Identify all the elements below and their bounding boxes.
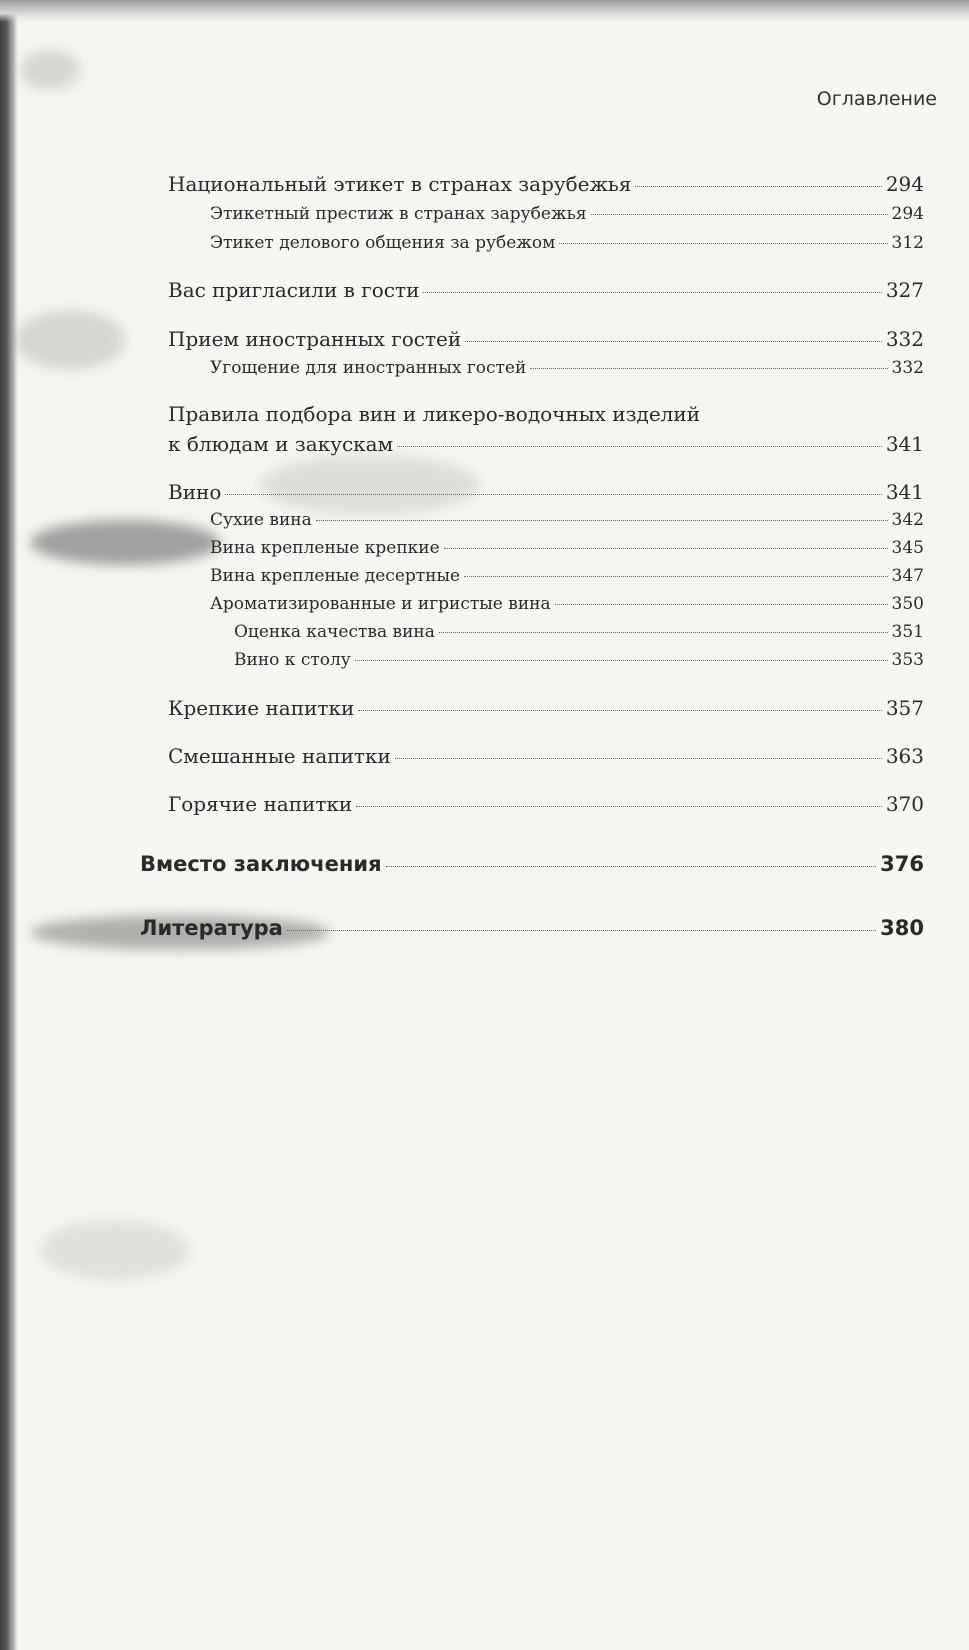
dot-leader (355, 660, 888, 661)
dot-leader (397, 446, 882, 447)
toc-entry[interactable] (140, 916, 924, 940)
toc-entry[interactable] (210, 204, 924, 224)
dot-leader (559, 243, 887, 244)
toc-entry-title: Литература (140, 916, 283, 940)
toc-entry[interactable] (234, 622, 924, 642)
dot-leader (635, 186, 881, 187)
dot-leader (465, 341, 882, 342)
toc-entry[interactable] (168, 696, 924, 720)
dot-leader (423, 292, 881, 293)
dot-leader (316, 520, 888, 521)
toc-entry-page: 363 (885, 744, 924, 768)
toc-entry-title: Этикет делового общения за рубежом (210, 233, 556, 253)
toc-entry-page: 350 (891, 594, 924, 614)
toc-entry[interactable] (168, 744, 924, 768)
toc-entry-page: 380 (880, 916, 924, 940)
dot-leader (386, 866, 877, 867)
dot-leader (464, 576, 887, 577)
toc-entry[interactable] (210, 538, 924, 558)
dot-leader (591, 214, 888, 215)
dot-leader (444, 548, 888, 549)
toc-entry-title: Вино к столу (234, 650, 351, 670)
toc-entry[interactable] (140, 852, 924, 876)
toc-entry-page: 370 (885, 792, 924, 816)
toc-entry-page: 353 (891, 650, 924, 670)
dot-leader (287, 930, 876, 931)
toc-entry[interactable] (210, 566, 924, 586)
toc-entry[interactable] (168, 480, 924, 504)
toc-entry-page: 294 (891, 204, 924, 224)
toc-entry-page: 332 (891, 358, 924, 378)
toc-entry-title: Этикетный престиж в странах зарубежья (210, 204, 587, 224)
toc-entry-title: Вас пригласили в гости (168, 278, 420, 302)
toc-entry-title: Крепкие напитки (168, 696, 355, 720)
toc-entry-title: Горячие напитки (168, 792, 353, 816)
toc-entry[interactable] (210, 510, 924, 530)
toc-entry-title: Вместо заключения (140, 852, 382, 876)
toc-entry[interactable] (210, 358, 924, 378)
toc-entry-page: 342 (891, 510, 924, 530)
dot-leader (395, 758, 882, 759)
toc-entry-page: 347 (891, 566, 924, 586)
dot-leader (358, 710, 882, 711)
dot-leader (225, 494, 881, 495)
toc-entry-title: Сухие вина (210, 510, 312, 530)
toc-entry[interactable] (168, 172, 924, 196)
toc-entry-page: 357 (885, 696, 924, 720)
toc-entry-title: Вино (168, 480, 222, 504)
toc-entry-title: Смешанные напитки (168, 744, 391, 768)
toc-entry[interactable] (234, 650, 924, 670)
dot-leader (555, 604, 888, 605)
toc-entry[interactable] (210, 233, 924, 253)
toc-entry-page: 341 (885, 480, 924, 504)
toc-entry-title: Национальный этикет в странах зарубежья (168, 172, 632, 196)
toc-entry-title-line1: Правила подбора вин и ликеро-водочных изделий (168, 402, 701, 426)
toc-entry-title: Ароматизированные и игристые вина (210, 594, 551, 614)
toc-entry[interactable] (168, 278, 924, 302)
toc-entry[interactable] (168, 792, 924, 816)
toc-entry-page: 345 (891, 538, 924, 558)
toc-entry-page: 351 (891, 622, 924, 642)
toc-entry-title: Вина крепленые крепкие (210, 538, 440, 558)
dot-leader (356, 806, 882, 807)
toc-entry-title: к блюдам и закускам (168, 432, 394, 456)
toc-entry-page: 327 (885, 278, 924, 302)
toc-entry[interactable] (168, 432, 924, 456)
toc-entry-page: 332 (885, 327, 924, 351)
toc-entry-title: Прием иностранных гостей (168, 327, 462, 351)
toc-entry-title: Оценка качества вина (234, 622, 435, 642)
toc-entry-title: Угощение для иностранных гостей (210, 358, 527, 378)
toc-entry-page: 294 (885, 172, 924, 196)
toc-entry[interactable] (210, 594, 924, 614)
dot-leader (439, 632, 888, 633)
toc-entry-title: Вина крепленые десертные (210, 566, 461, 586)
running-header: Оглавление (816, 88, 937, 110)
toc-entry-page: 312 (891, 233, 924, 253)
toc-entry-page: 341 (885, 432, 924, 456)
toc-entry-page: 376 (880, 852, 924, 876)
dot-leader (530, 368, 887, 369)
toc-entry[interactable] (168, 327, 924, 351)
